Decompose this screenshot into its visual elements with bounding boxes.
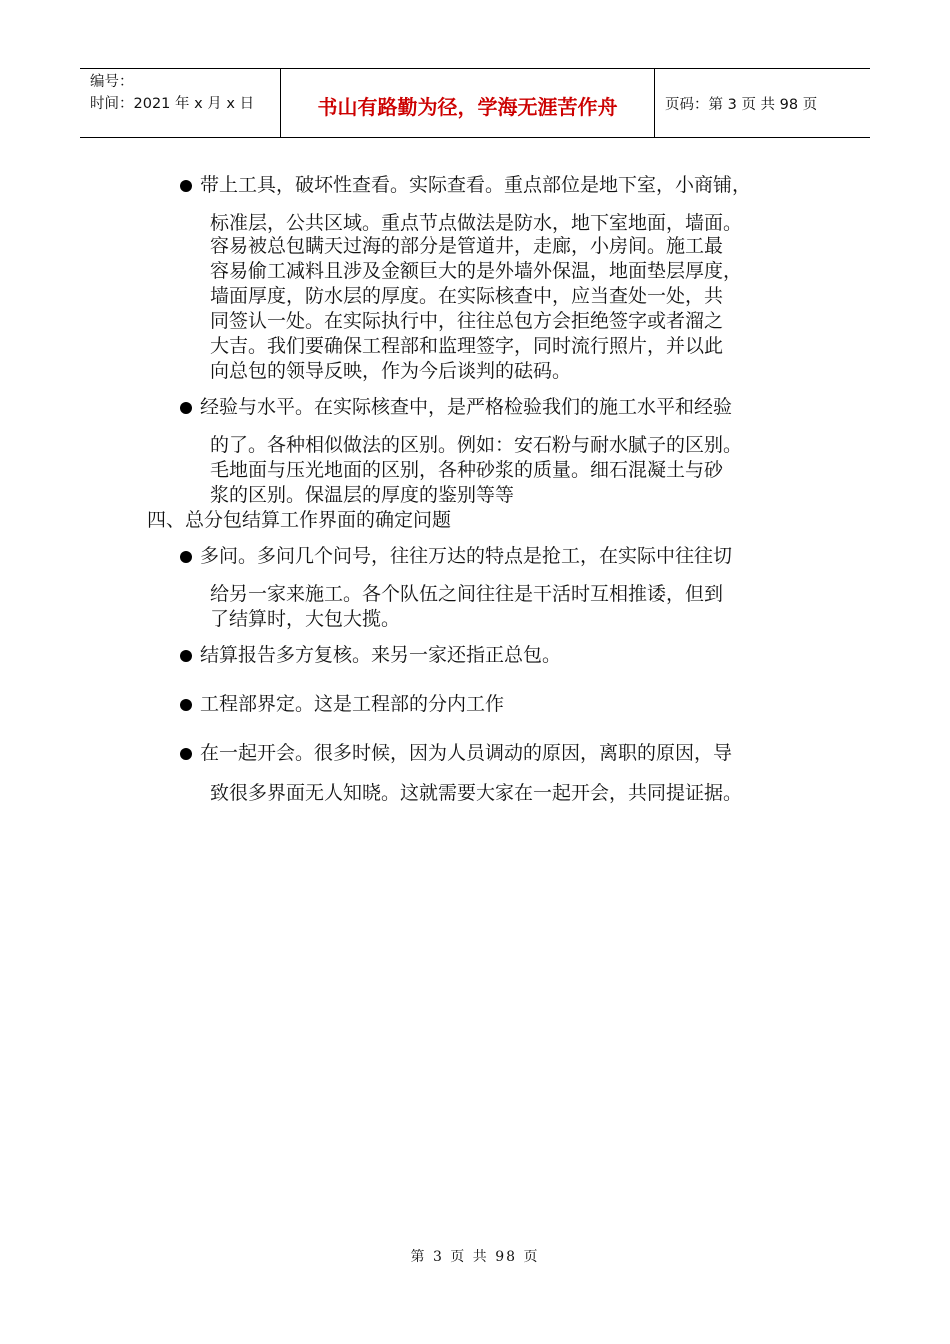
paragraph-line: 容易偷工减料且涉及金额巨大的是外墙外保温，地面垫层厚度， [210,260,743,282]
bullet-item-first-line: 经验与水平。在实际核查中，是严格检验我们的施工水平和经验 [200,396,733,418]
paragraph-line: 同签认一处。在实际执行中，往往总包方会拒绝签字或者溜之 [210,310,724,332]
paragraph-line: 浆的区别。保温层的厚度的鉴别等等 [210,484,515,506]
bullet-item-first-line: 带上工具，破坏性查看。实际查看。重点部位是地下室，小商铺， [200,174,752,196]
document-number-label: 编号： [90,74,134,90]
paragraph-line: 标准层，公共区域。重点节点做法是防水，地下室地面，墙面。 [210,212,743,234]
paragraph-line: 容易被总包瞒天过海的部分是管道井，走廊，小房间。施工最 [210,235,724,257]
header-page-cell [655,69,870,137]
page-header [80,68,870,138]
bullet-dot [180,402,192,414]
paragraph-line: 大吉。我们要确保工程部和监理签字，同时流行照片，并以此 [210,335,724,357]
bullet-item-first-line: 工程部界定。这是工程部的分内工作 [200,693,505,715]
bullet-dot [180,551,192,563]
header-page-info: 页码：第 3 页 共 98 页 [665,96,818,113]
bullet-dot [180,699,192,711]
paragraph-line: 的了。各种相似做法的区别。例如：安石粉与耐水腻子的区别。 [210,434,743,456]
section-heading: 四、总分包结算工作界面的确定问题 [147,509,452,531]
paragraph-line: 墙面厚度，防水层的厚度。在实际核查中，应当查处一处，共 [210,285,724,307]
bullet-dot [180,748,192,760]
bullet-item-first-line: 结算报告多方复核。来另一家还指正总包。 [200,644,562,666]
paragraph-line: 了结算时，大包大揽。 [210,608,401,630]
document-date-label: 时间：2021 年 x 月 x 日 [90,96,255,112]
paragraph-line: 致很多界面无人知晓。这就需要大家在一起开会，共同提证据。 [210,782,743,804]
page-footer: 第 3 页 共 98 页 [410,1249,540,1265]
header-meta-cell [80,69,281,137]
bullet-item-first-line: 多问。多问几个问号，往往万达的特点是抢工，在实际中往往切 [200,545,733,567]
paragraph-line: 向总包的领导反映，作为今后谈判的砝码。 [210,360,572,382]
header-motto: 书山有路勤为径，学海无涯苦作舟 [317,94,618,119]
paragraph-line: 给另一家来施工。各个队伍之间往往是干活时互相推诿，但到 [210,583,724,605]
paragraph-line: 毛地面与压光地面的区别，各种砂浆的质量。细石混凝土与砂 [210,459,724,481]
bullet-dot [180,180,192,192]
header-motto-cell [281,69,655,137]
bullet-item-first-line: 在一起开会。很多时候，因为人员调动的原因，离职的原因，导 [200,742,733,764]
bullet-dot [180,650,192,662]
